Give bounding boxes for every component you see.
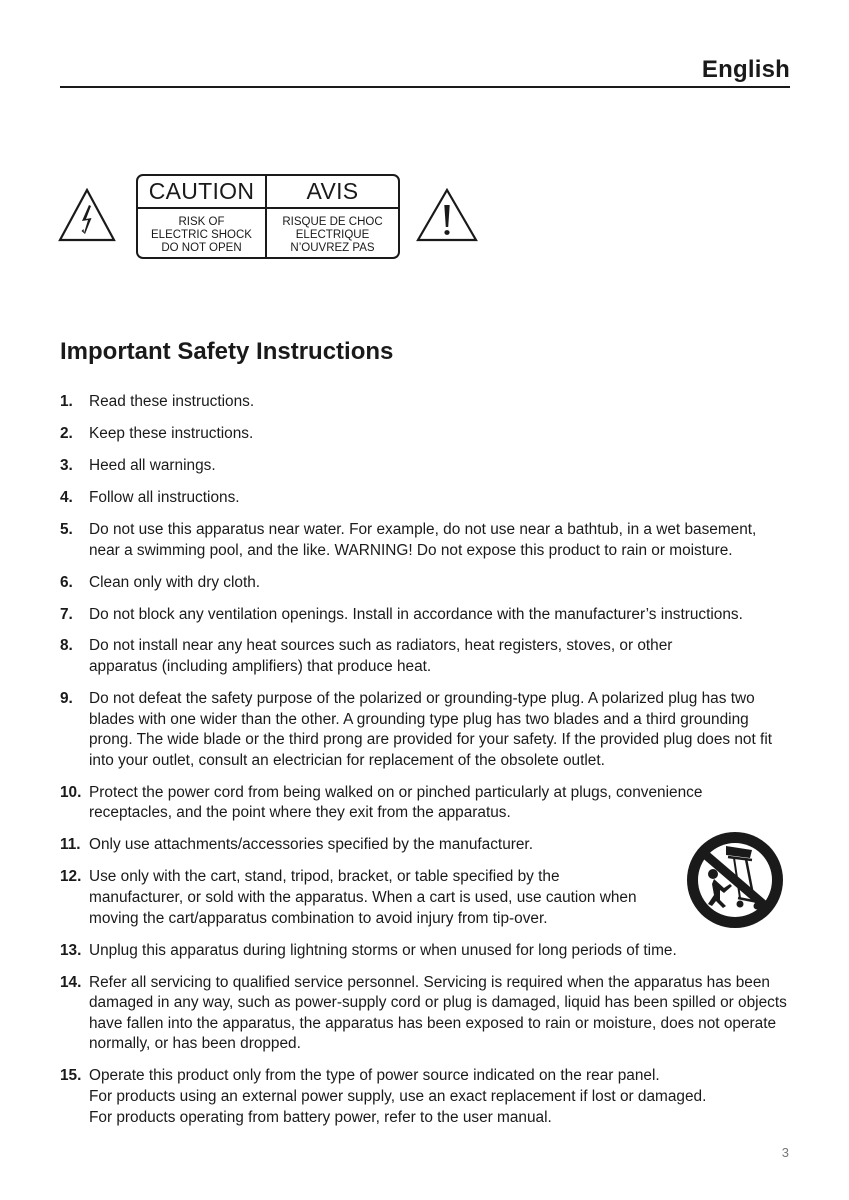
instruction-number: 15. xyxy=(60,1067,82,1085)
instruction-text: Protect the power cord from being walked on or pinched particularly at plugs, convenience receptacles, and the point where they exit from the apparatus. xyxy=(89,783,703,822)
instruction-item xyxy=(60,520,790,561)
instruction-number: 5. xyxy=(60,520,73,538)
instruction-number: 10. xyxy=(60,783,82,801)
instruction-item xyxy=(60,1066,790,1128)
instruction-text: Do not install near any heat sources such as radiators, heat registers, stoves, or other apparatus (including amplifiers) that produce heat. xyxy=(89,637,673,676)
instruction-item xyxy=(60,573,790,594)
caution-line: ELECTRIC SHOCK xyxy=(151,228,252,241)
instruction-text: Keep these instructions. xyxy=(89,424,254,442)
exclamation-warning-icon xyxy=(416,188,478,242)
caution-label-row xyxy=(58,174,482,262)
caution-body-row xyxy=(138,209,398,257)
caution-title: CAUTION xyxy=(138,176,267,207)
instruction-text: Follow all instructions. xyxy=(89,488,240,506)
section-title: Important Safety Instructions xyxy=(60,338,394,365)
instructions-list xyxy=(60,392,790,1139)
instruction-item xyxy=(60,636,790,677)
instruction-text: Clean only with dry cloth. xyxy=(89,573,261,591)
instruction-number: 1. xyxy=(60,393,73,410)
no-cart-tip-over-icon xyxy=(680,828,790,932)
avis-title: AVIS xyxy=(306,178,359,204)
caution-line: DO NOT OPEN xyxy=(161,241,242,254)
instruction-number: 9. xyxy=(60,690,73,708)
instruction-text: Do not use this apparatus near water. For example, do not use near a bathtub, in a wet basement, near a swimming pool, and the like. WARNING! Do not expose this product to rain or moisture. xyxy=(89,520,757,559)
instruction-number: 3. xyxy=(60,456,73,474)
lightning-bolt-warning-icon xyxy=(58,188,116,242)
instruction-item xyxy=(60,941,790,962)
instruction-number: 6. xyxy=(60,573,73,591)
caution-box xyxy=(136,174,400,259)
instruction-text xyxy=(89,1066,790,1128)
caution-header-row xyxy=(138,176,398,209)
instruction-text: Read these instructions. xyxy=(89,393,255,410)
instruction-text: Only use attachments/accessories specified by the manufacturer. xyxy=(89,836,533,854)
instruction-item xyxy=(60,783,790,824)
instruction-number: 11. xyxy=(60,836,81,854)
instruction-item xyxy=(60,689,790,771)
avis-text xyxy=(267,209,398,257)
instruction-number: 4. xyxy=(60,488,73,506)
instruction-item xyxy=(60,605,790,626)
instruction-number: 12. xyxy=(60,868,82,886)
instruction-text: Heed all warnings. xyxy=(89,456,216,474)
instruction-number: 14. xyxy=(60,973,82,991)
instruction-item xyxy=(60,424,790,445)
instruction-line: For products operating from battery power, refer to the user manual. xyxy=(89,1108,552,1126)
instruction-number: 13. xyxy=(60,941,82,959)
caution-line: RISK OF xyxy=(178,215,225,228)
instruction-item xyxy=(60,973,790,1055)
page-header xyxy=(60,54,790,88)
instruction-item xyxy=(60,392,790,413)
caution-text xyxy=(138,209,267,257)
instruction-number: 7. xyxy=(60,605,73,623)
avis-line: N’OUVREZ PAS xyxy=(290,241,375,254)
avis-line: RISQUE DE CHOC xyxy=(282,215,383,228)
instruction-line: Operate this product only from the type of power source indicated on the rear panel. xyxy=(89,1067,660,1085)
instruction-item xyxy=(60,456,790,477)
instruction-text: Refer all servicing to qualified service personnel. Servicing is required when the apparatus has been damaged in any way, such as power-supply cord or plug is damaged, liquid has been spilled or objects have fallen into the apparatus, the apparatus has been exposed to rain or moisture, does not operate normally, or has been dropped. xyxy=(89,973,787,1053)
instruction-text: Use only with the cart, stand, tripod, bracket, or table specified by the manufacturer, or sold with the apparatus. When a cart is used, use caution when moving the cart/apparatus combination to avoid injury from tip-over. xyxy=(89,868,637,927)
instruction-text: Do not block any ventilation openings. Install in accordance with the manufacturer’s instructions. xyxy=(89,605,743,623)
instruction-item xyxy=(60,488,790,509)
language-label: English xyxy=(701,56,790,83)
instruction-text: Unplug this apparatus during lightning storms or when unused for long periods of time. xyxy=(89,941,677,959)
instruction-text: Do not defeat the safety purpose of the polarized or grounding-type plug. A polarized plug has two blades with one wider than the other. A grounding type plug has two blades and a third grounding prong. The wide blade or the third prong are provided for your safety. If the provided plug does not fit into your outlet, consult an electrician for replacement of the obsolete outlet. xyxy=(89,690,773,769)
instruction-number: 8. xyxy=(60,637,73,655)
page-number: 3 xyxy=(781,1145,789,1160)
instruction-number: 2. xyxy=(60,424,73,442)
avis-line: ELECTRIQUE xyxy=(295,228,370,241)
instruction-line: For products using an external power supply, use an exact replacement if lost or damaged. xyxy=(89,1087,707,1105)
